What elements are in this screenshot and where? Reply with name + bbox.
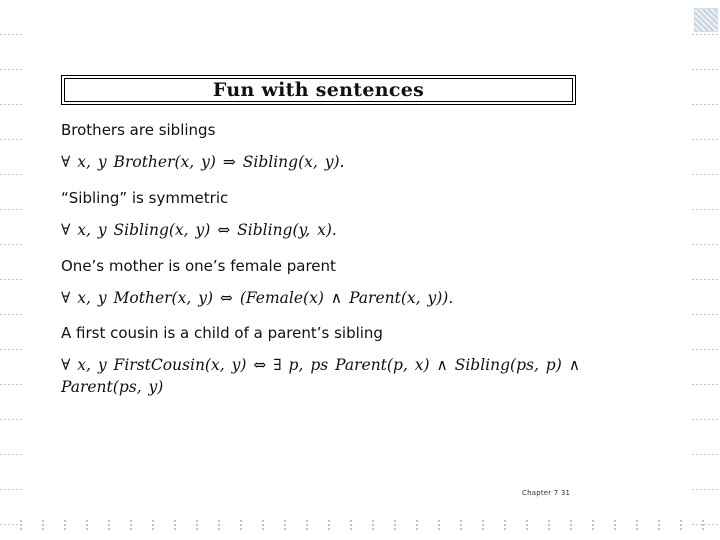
sentence-brothers: Brothers are siblings bbox=[61, 121, 216, 139]
left-margin-guides bbox=[0, 0, 24, 540]
title-frame bbox=[61, 75, 576, 105]
formula-mother: ∀ x, y Mother(x, y) ⇔ (Female(x) ∧ Parent(x, y)). bbox=[61, 289, 454, 307]
slide-footer: Chapter 7 31 bbox=[522, 489, 571, 497]
sentence-sibling-symmetric: “Sibling” is symmetric bbox=[61, 189, 229, 207]
slide-title: Fun with sentences bbox=[212, 79, 425, 101]
formula-sibling-symmetric: ∀ x, y Sibling(x, y) ⇔ Sibling(y, x). bbox=[61, 221, 337, 239]
formula-brothers: ∀ x, y Brother(x, y) ⇒ Sibling(x, y). bbox=[61, 153, 345, 171]
right-margin-guides bbox=[692, 0, 720, 540]
sentence-mother: One’s mother is one’s female parent bbox=[61, 257, 336, 275]
title-inner-frame bbox=[64, 78, 573, 102]
sentence-first-cousin: A first cousin is a child of a parent’s sibling bbox=[61, 324, 383, 342]
bottom-margin-guides bbox=[0, 520, 720, 532]
formula-first-cousin-line1: ∀ x, y FirstCousin(x, y) ⇔ ∃ p, ps Parent(p, x) ∧ Sibling(ps, p) ∧ bbox=[61, 356, 581, 374]
corner-pattern bbox=[694, 8, 718, 32]
formula-first-cousin-line2: Parent(ps, y) bbox=[61, 378, 164, 396]
